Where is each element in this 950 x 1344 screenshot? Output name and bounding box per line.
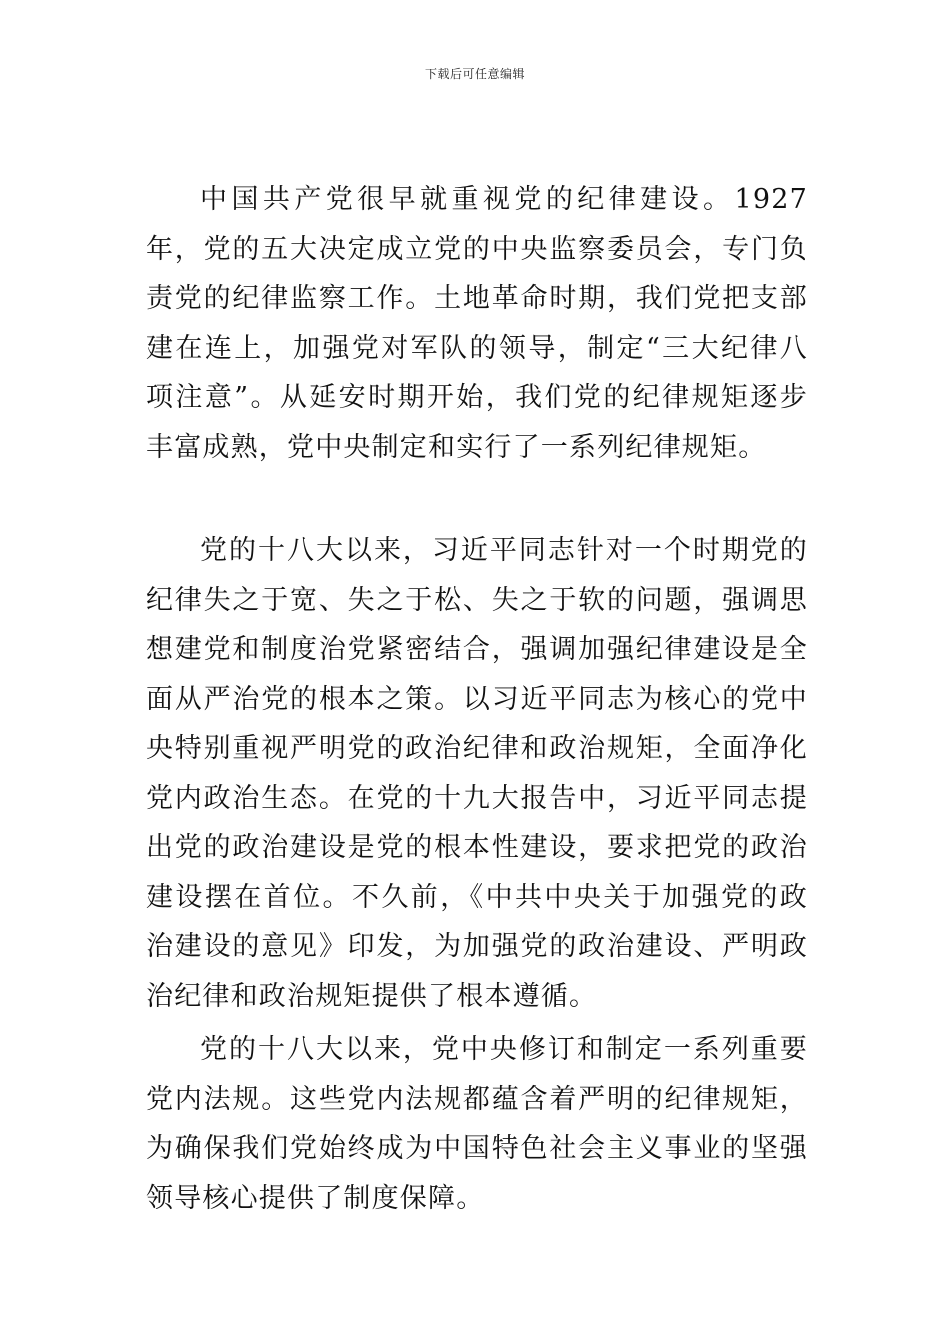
paragraph-3: 党的十八大以来，党中央修订和制定一系列重要党内法规。这些党内法规都蕴含着严明的纪律规矩，为确保我们党始终成为中国特色社会主义事业的坚强领导核心提供了制度保障。 xyxy=(146,1034,808,1214)
page-header: 下载后可任意编辑 xyxy=(424,67,525,81)
paragraph-1: 中国共产党很早就重视党的纪律建设。1927年，党的五大决定成立党的中央监察委员会，专门负责党的纪律监察工作。土地革命时期，我们党把支部建在连上，加强党对军队的领导，制定“三大纪律八项注意”。从延安时期开始，我们党的纪律规矩逐步丰富成熟，党中央制定和实行了一系列纪律规矩。 xyxy=(146,184,808,463)
paragraph-2: 党的十八大以来，习近平同志针对一个时期党的纪律失之于宽、失之于松、失之于软的问题，强调思想建党和制度治党紧密结合，强调加强纪律建设是全面从严治党的根本之策。以习近平同志为核心的党中央特别重视严明党的政治纪律和政治规矩，全面净化党内政治生态。在党的十九大报告中，习近平同志提出党的政治建设是党的根本性建设，要求把党的政治建设摆在首位。不久前，《中共中央关于加强党的政治建设的意见》印发，为加强党的政治建设、严明政治纪律和政治规矩提供了根本遵循。 xyxy=(146,535,808,1012)
